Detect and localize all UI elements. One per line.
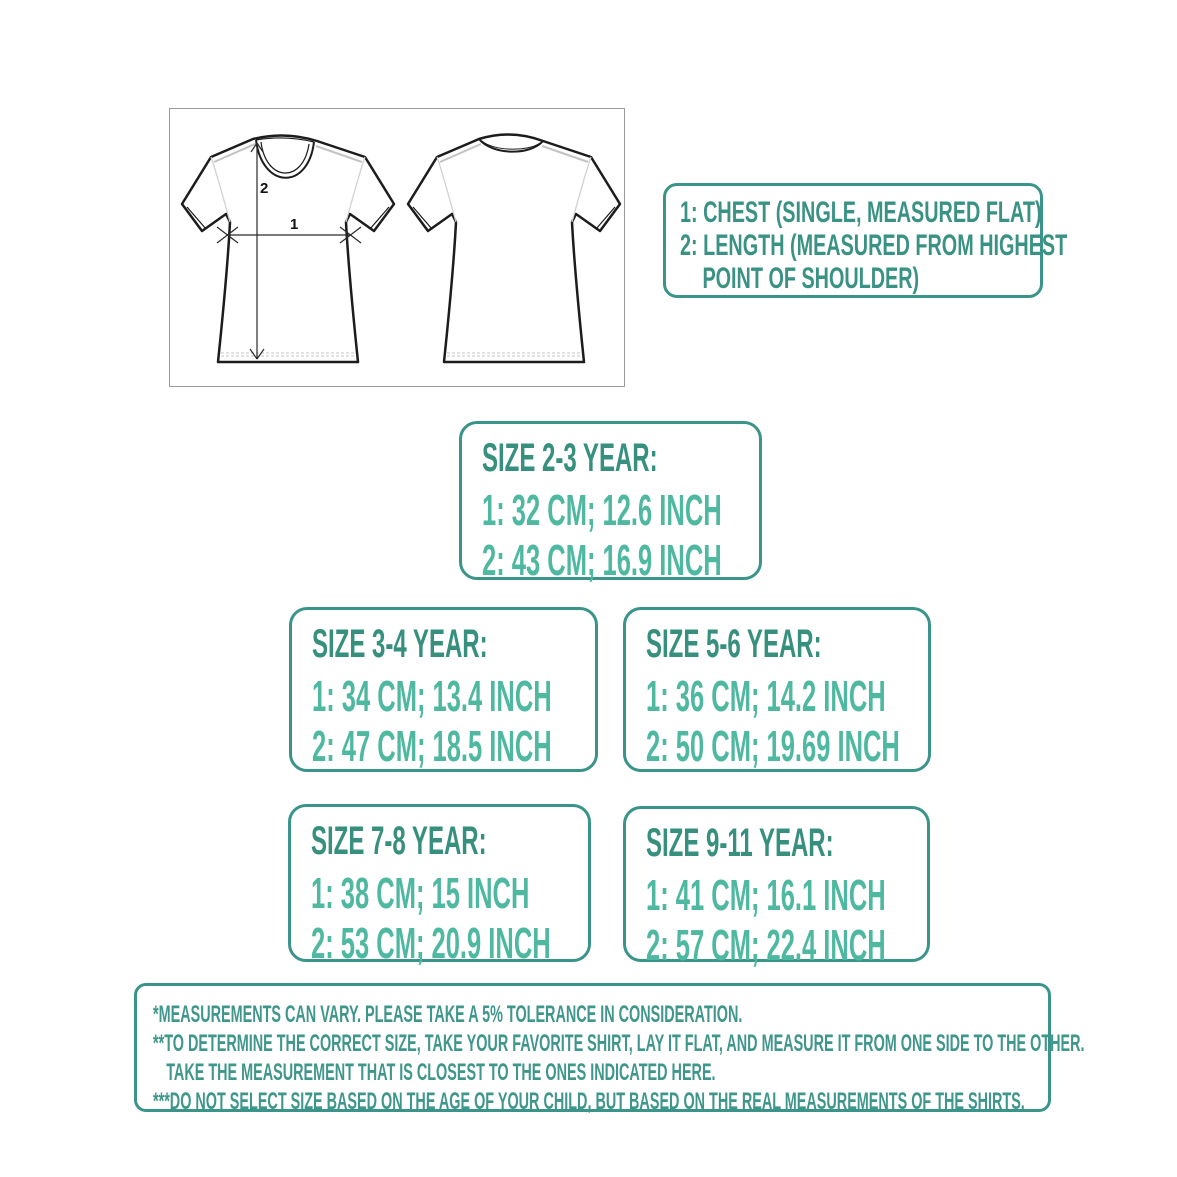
size-box-7-8-year [288, 804, 591, 968]
size-length-value: 2: 50 CM; 19.69 INCH [646, 722, 900, 771]
size-chest-value: 1: 36 CM; 14.2 INCH [646, 672, 886, 721]
size-box-5-6-year [623, 607, 931, 772]
legend-line-length-cont: POINT OF SHOULDER) [702, 262, 920, 295]
length-measure-label: 2 [260, 180, 269, 197]
size-box-3-4-year [289, 607, 598, 772]
size-title: SIZE 5-6 YEAR: [646, 622, 822, 666]
size-length-value: 2: 43 CM; 16.9 INCH [482, 536, 722, 585]
size-title: SIZE 9-11 YEAR: [646, 821, 834, 865]
measurement-legend-box [663, 183, 1068, 298]
note-how-to-measure: **TO DETERMINE THE CORRECT SIZE, TAKE YOUR FAVORITE SHIRT, LAY IT FLAT, AND MEASURE IT FROM ONE SIDE TO THE OTHER. [153, 1030, 1085, 1057]
legend-line-chest: 1: CHEST (SINGLE, MEASURED FLAT) [680, 196, 1042, 229]
note-how-to-measure-cont: TAKE THE MEASUREMENT THAT IS CLOSEST TO THE ONES INDICATED HERE. [166, 1059, 716, 1086]
size-chest-value: 1: 38 CM; 15 INCH [311, 869, 530, 918]
size-title: SIZE 3-4 YEAR: [312, 622, 488, 666]
size-chest-value: 1: 32 CM; 12.6 INCH [482, 486, 722, 535]
size-length-value: 2: 47 CM; 18.5 INCH [312, 722, 552, 771]
size-title: SIZE 7-8 YEAR: [311, 819, 487, 863]
size-title: SIZE 2-3 YEAR: [482, 436, 658, 480]
tshirt-diagram [169, 108, 625, 387]
size-length-value: 2: 57 CM; 22.4 INCH [646, 921, 886, 970]
size-box-2-3-year [459, 421, 762, 585]
note-age-warning: ***DO NOT SELECT SIZE BASED ON THE AGE OF YOUR CHILD, BUT BASED ON THE REAL MEASUREMENTS OF THE SHIRTS. [153, 1088, 1025, 1115]
size-box-9-11-year [623, 806, 930, 970]
legend-line-length: 2: LENGTH (MEASURED FROM HIGHEST [680, 229, 1068, 262]
front-shirt [182, 135, 394, 362]
chest-measure-label: 1 [290, 216, 299, 233]
size-length-value: 2: 53 CM; 20.9 INCH [311, 919, 551, 968]
tshirt-diagram-svg [170, 109, 624, 386]
size-chest-value: 1: 34 CM; 13.4 INCH [312, 672, 552, 721]
note-tolerance: *MEASUREMENTS CAN VARY. PLEASE TAKE A 5% TOLERANCE IN CONSIDERATION. [153, 1001, 743, 1028]
back-shirt [408, 134, 620, 362]
footnotes-box [134, 983, 1085, 1115]
size-chest-value: 1: 41 CM; 16.1 INCH [646, 871, 886, 920]
